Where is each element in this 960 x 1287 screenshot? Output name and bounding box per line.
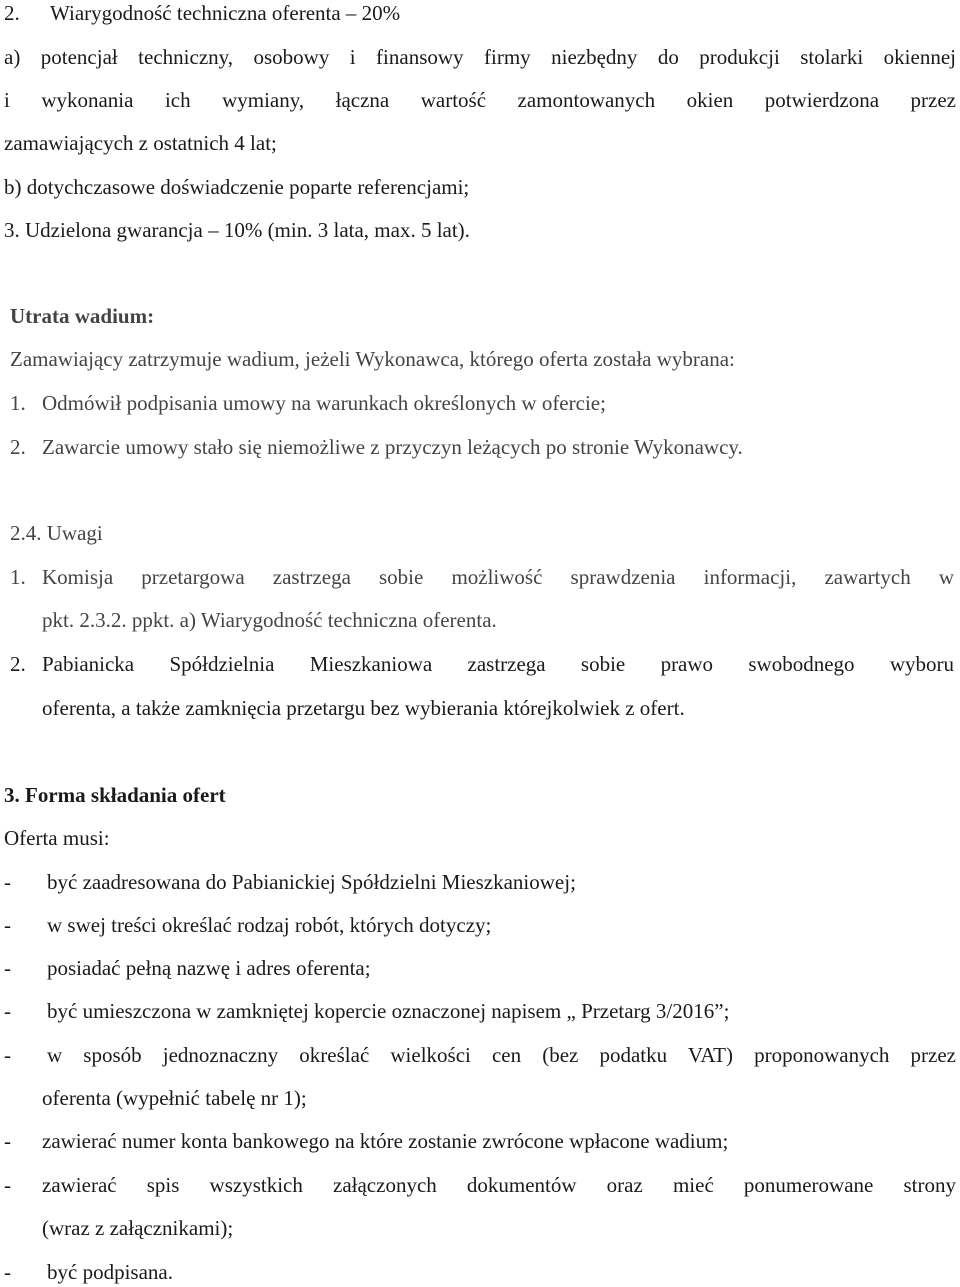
requirement-text: być zaadresowana do Pabianickiej Spółdzielni Mieszkaniowej; (47, 870, 576, 894)
list-dash: - (4, 956, 11, 980)
section-title-number: 2. (4, 1, 20, 25)
warranty-item: 3. Udzielona gwarancja – 10% (min. 3 lata, max. 5 lat). (4, 218, 470, 242)
criterion-a-line-3: zamawiających z ostatnich 4 lat; (4, 131, 277, 155)
requirement-text: w swej treści określać rodzaj robót, których dotyczy; (47, 913, 492, 937)
uwagi-item-number: 1. (10, 565, 26, 589)
wadium-item-number: 1. (10, 391, 26, 415)
requirement-text: zawierać spis wszystkich załączonych dokumentów oraz mieć ponumerowane strony (42, 1173, 956, 1197)
requirement-text: zawierać numer konta bankowego na które zostanie zwrócone wpłacone wadium; (42, 1129, 729, 1153)
list-dash: - (4, 1260, 11, 1284)
list-dash: - (4, 1129, 11, 1153)
requirement-text-continued: oferenta (wypełnić tabelę nr 1); (42, 1086, 307, 1110)
criterion-a-line-1: a) potencjał techniczny, osobowy i finansowy firmy niezbędny do produkcji stolarki okiennej (4, 45, 956, 69)
criterion-a-line-2: i wykonania ich wymiany, łączna wartość zamontowanych okien potwierdzona przez (4, 88, 956, 112)
criterion-b-line: b) dotychczasowe doświadczenie poparte referencjami; (4, 175, 470, 199)
requirement-text: być umieszczona w zamkniętej kopercie oznaczonej napisem „ Przetarg 3/2016”; (47, 999, 730, 1023)
forma-heading: 3. Forma składania ofert (4, 783, 226, 807)
uwagi-item-1-line-2: pkt. 2.3.2. ppkt. a) Wiarygodność techniczna oferenta. (42, 608, 497, 632)
uwagi-heading: 2.4. Uwagi (10, 521, 103, 545)
list-dash: - (4, 913, 11, 937)
wadium-item-text: Zawarcie umowy stało się niemożliwe z przyczyn leżących po stronie Wykonawcy. (42, 435, 743, 459)
uwagi-item-number: 2. (10, 652, 26, 676)
wadium-item-number: 2. (10, 435, 26, 459)
wadium-heading: Utrata wadium: (10, 304, 155, 328)
list-dash: - (4, 1043, 11, 1067)
uwagi-item-2-line-2: oferenta, a także zamknięcia przetargu bez wybierania którejkolwiek z ofert. (42, 696, 685, 720)
forma-intro: Oferta musi: (4, 826, 110, 850)
requirement-text-continued: (wraz z załącznikami); (42, 1216, 234, 1240)
wadium-intro: Zamawiający zatrzymuje wadium, jeżeli Wykonawca, którego oferta została wybrana: (10, 347, 735, 371)
requirement-text: być podpisana. (47, 1260, 173, 1284)
requirement-text: posiadać pełną nazwę i adres oferenta; (47, 956, 371, 980)
section-title: Wiarygodność techniczna oferenta – 20% (50, 1, 401, 25)
list-dash: - (4, 999, 11, 1023)
requirement-text: w sposób jednoznaczny określać wielkości cen (bez podatku VAT) proponowanych przez (47, 1043, 956, 1067)
list-dash: - (4, 1173, 11, 1197)
uwagi-item-1-line-1: Komisja przetargowa zastrzega sobie możliwość sprawdzenia informacji, zawartych w (42, 565, 954, 589)
wadium-item-text: Odmówił podpisania umowy na warunkach określonych w ofercie; (42, 391, 606, 415)
uwagi-item-2-line-1: Pabianicka Spółdzielnia Mieszkaniowa zastrzega sobie prawo swobodnego wyboru (42, 652, 954, 676)
list-dash: - (4, 870, 11, 894)
